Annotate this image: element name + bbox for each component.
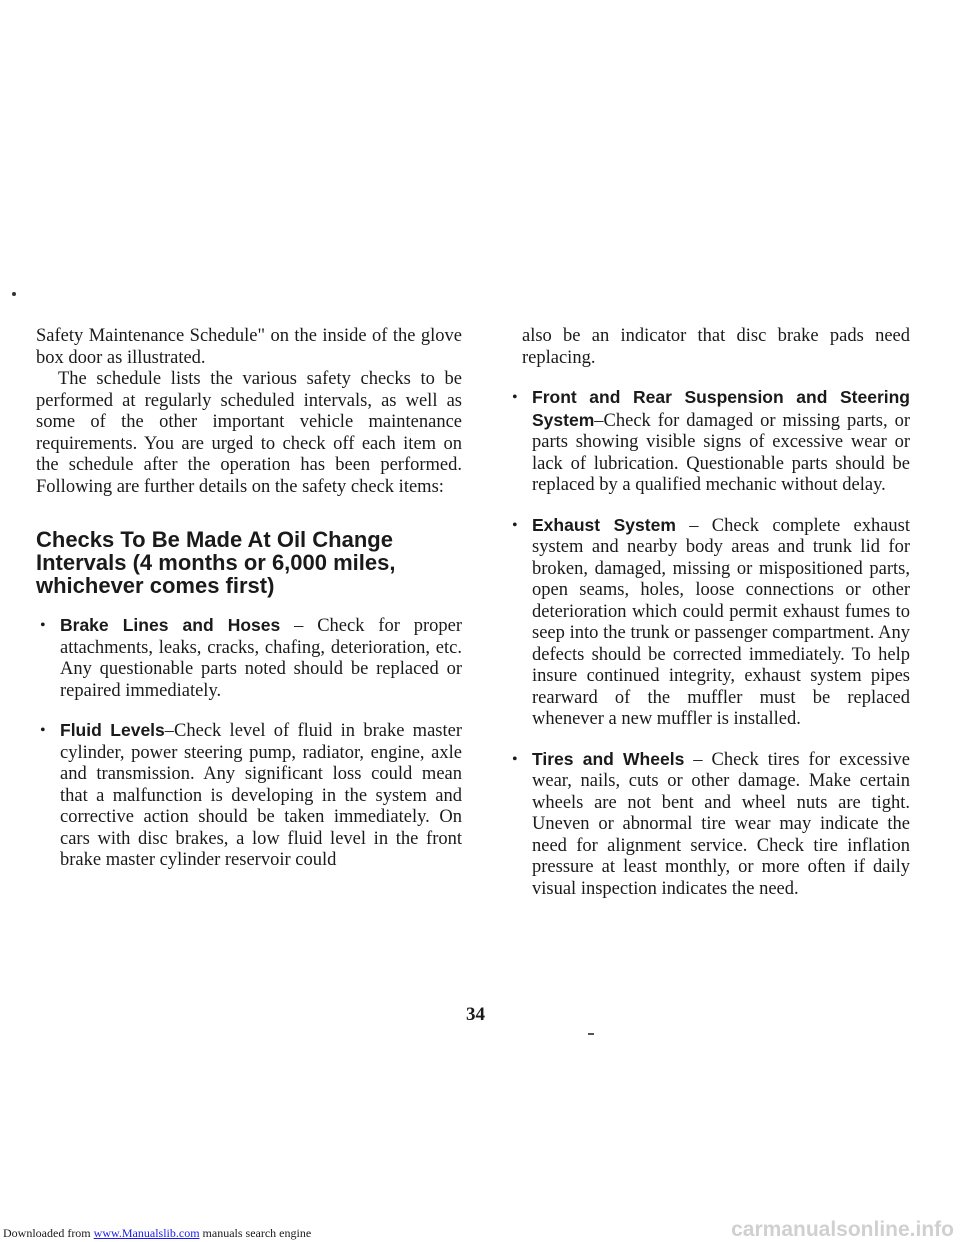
footer-prefix: Downloaded from xyxy=(3,1226,94,1240)
download-footer xyxy=(3,1226,311,1240)
bullet-term: Brake Lines and Hoses xyxy=(60,615,281,635)
left-column xyxy=(36,326,462,890)
bullet-text: – Check complete exhaust system and nearby body areas and trunk lid for broken, damaged, missing or mispositioned parts, open seams, holes, loose connections or other deterioration which could permit exhaust fumes to seep into the trunk or passenger compartment. Any defects should be corrected immediately. To help insure continued integrity, exhaust system pipes rearward of the muffler must be replaced whenever a new muffler is installed. xyxy=(532,515,911,729)
right-column xyxy=(508,326,910,918)
bullet-term: Exhaust System xyxy=(532,514,676,535)
site-watermark: carmanualsonline.info xyxy=(731,1218,954,1241)
bullet-text: – Check for proper attachments, leaks, cracks, chafing, deterioration, etc. Any questionable parts noted should be replaced or repaired immediately. xyxy=(60,616,462,701)
fluid-levels-continuation: also be an indicator that disc brake pads need replacing. xyxy=(522,326,910,368)
intro-paragraph: The schedule lists the various safety checks to be performed at regularly scheduled intervals, as well as some of the other important vehicle maintenance requirements. You are urged to check off each item on the schedule after the operation has been performed. Following are further details on the safety check items: xyxy=(36,369,462,497)
bullet-item-fluid-levels xyxy=(36,720,462,872)
bullet-icon: • xyxy=(512,389,518,406)
bullet-text: –Check for damaged or missing parts, or parts showing visible signs of excessive wear or lack of lubrication. Questionable parts should be replaced by a qualified mechanic without delay. xyxy=(532,410,910,495)
footer-suffix: manuals search engine xyxy=(199,1226,312,1240)
bullet-icon: • xyxy=(512,516,518,534)
bullet-item-suspension-steering xyxy=(508,387,910,497)
bullet-icon: • xyxy=(40,617,46,634)
bullet-text: – Check tires for excessive wear, nails, cuts or other damage. Make certain wheels are not bent and wheel nuts are tight. Uneven or abnormal tire wear may indicate the need for alignment service. Check tire inflation pressure at least monthly, or more often if daily visual inspection indicates the need. xyxy=(532,749,910,899)
bullet-item-brake-lines xyxy=(36,615,462,702)
bullet-term: Tires and Wheels xyxy=(532,748,685,769)
section-heading: Checks To Be Made At Oil Change Intervals (4 months or 6,000 miles, whichever comes first) xyxy=(36,527,396,598)
bullet-term: Fluid Levels xyxy=(60,720,165,740)
stray-mark xyxy=(588,1033,594,1035)
bullet-term: Front and Rear Suspension and Steering System xyxy=(532,387,910,430)
bullet-icon: • xyxy=(40,722,46,739)
page-number: 34 xyxy=(466,1004,485,1025)
manualslib-link[interactable]: www.Manualslib.com xyxy=(93,1226,200,1240)
bullet-text: –Check level of fluid in brake master cylinder, power steering pump, radiator, engine, axle and transmission. Any significant loss could mean that a malfunction is developing in the system and corrective action should be taken immediately. On cars with disc brakes, a low fluid level in the front brake master cylinder reservoir could xyxy=(60,721,462,870)
bullet-item-tires-wheels xyxy=(508,749,910,901)
stray-dot xyxy=(12,292,16,296)
bullet-item-exhaust-system xyxy=(508,515,910,731)
intro-paragraph-continuation: Safety Maintenance Schedule" on the inside of the glove box door as illustrated. xyxy=(36,326,462,368)
bullet-icon: • xyxy=(512,750,518,768)
